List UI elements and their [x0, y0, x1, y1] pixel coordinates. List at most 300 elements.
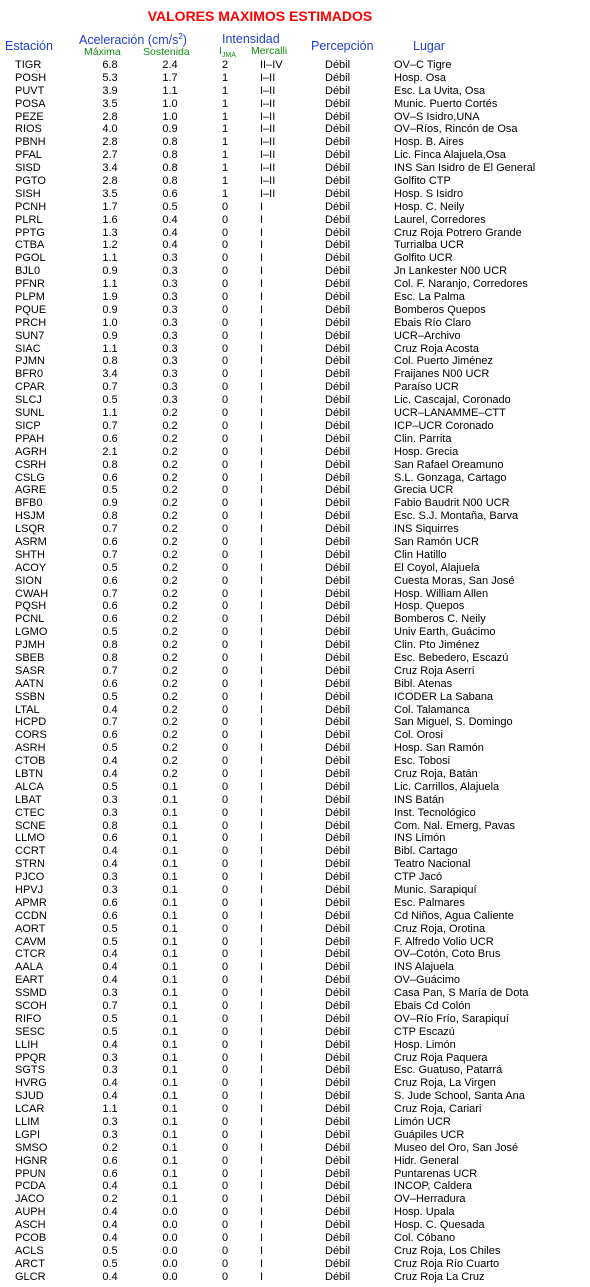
- sustained-acceleration: 0.9: [162, 123, 178, 136]
- max-acceleration: 2.8: [102, 110, 118, 123]
- sustained-acceleration: 0.2: [162, 755, 178, 768]
- max-acceleration: 0.6: [102, 613, 118, 626]
- perception: Débil: [325, 1064, 351, 1077]
- location: Golfito UCR: [394, 252, 453, 265]
- mercalli-intensity: I: [260, 1141, 264, 1154]
- jma-intensity: 0: [221, 1012, 229, 1025]
- jma-intensity: 0: [221, 677, 229, 690]
- mercalli-intensity: I: [260, 626, 264, 639]
- table-row: [0, 381, 590, 394]
- station-code: LBAT: [15, 793, 42, 806]
- max-acceleration: 0.4: [102, 948, 118, 961]
- jma-intensity: 1: [221, 149, 229, 162]
- location: Col. Puerto Jiménez: [394, 355, 494, 368]
- jma-intensity: 0: [221, 1128, 229, 1141]
- table-row: [0, 510, 590, 523]
- mercalli-intensity: I: [260, 1103, 264, 1116]
- max-acceleration: 1.1: [102, 407, 118, 420]
- sustained-acceleration: 0.1: [162, 948, 178, 961]
- header-ijma-i: I: [219, 45, 222, 57]
- sustained-acceleration: 0.4: [162, 213, 178, 226]
- sustained-acceleration: 0.2: [162, 548, 178, 561]
- jma-intensity: 0: [221, 548, 229, 561]
- table-row: [0, 1103, 590, 1116]
- max-acceleration: 2.8: [102, 136, 118, 149]
- table-row: [0, 420, 590, 433]
- jma-intensity: 0: [221, 1167, 229, 1180]
- table-row: [0, 807, 590, 820]
- station-code: PCNL: [15, 613, 45, 626]
- location: Com. Nal. Emerg, Pavas: [394, 819, 516, 832]
- location: Cruz Roja Paquera: [394, 1051, 488, 1064]
- mercalli-intensity: I: [260, 793, 264, 806]
- table-row: [0, 407, 590, 420]
- station-code: ARCT: [15, 1257, 45, 1270]
- sustained-acceleration: 0.2: [162, 600, 178, 613]
- table-row: [0, 1180, 590, 1193]
- location: Hidr. General: [394, 1154, 459, 1167]
- header-aceleracion: [79, 32, 187, 47]
- location: Esc. S.J. Montaña, Barva: [394, 510, 519, 523]
- jma-intensity: 0: [221, 484, 229, 497]
- mercalli-intensity: I: [260, 548, 264, 561]
- max-acceleration: 0.8: [102, 510, 118, 523]
- mercalli-intensity: I: [260, 484, 264, 497]
- table-row: [0, 472, 590, 485]
- location: F. Alfredo Volio UCR: [394, 935, 494, 948]
- max-acceleration: 2.7: [102, 149, 118, 162]
- sustained-acceleration: 0.2: [162, 626, 178, 639]
- mercalli-intensity: I: [260, 896, 264, 909]
- max-acceleration: 0.7: [102, 664, 118, 677]
- station-code: PBNH: [15, 136, 46, 149]
- max-acceleration: 1.6: [102, 213, 118, 226]
- jma-intensity: 0: [221, 419, 229, 432]
- table-row: [0, 1232, 590, 1245]
- station-code: LSQR: [15, 523, 45, 536]
- max-acceleration: 0.3: [102, 1051, 118, 1064]
- station-code: SSMD: [15, 987, 47, 1000]
- jma-intensity: 0: [221, 987, 229, 1000]
- jma-intensity: 1: [221, 187, 229, 200]
- max-acceleration: 0.5: [102, 1244, 118, 1257]
- perception: Débil: [325, 368, 351, 381]
- table-row: [0, 923, 590, 936]
- station-code: BJL0: [15, 265, 41, 278]
- perception: Débil: [325, 419, 351, 432]
- perception: Débil: [325, 1167, 351, 1180]
- mercalli-intensity: I: [260, 1180, 264, 1193]
- station-code: AUPH: [15, 1206, 46, 1219]
- table-row: [0, 394, 590, 407]
- max-acceleration: 0.5: [102, 935, 118, 948]
- max-acceleration: 0.4: [102, 858, 118, 871]
- max-acceleration: 3.9: [102, 84, 118, 97]
- jma-intensity: 0: [221, 368, 229, 381]
- max-acceleration: 0.3: [102, 1116, 118, 1129]
- jma-intensity: 0: [221, 664, 229, 677]
- jma-intensity: 0: [221, 316, 229, 329]
- sustained-acceleration: 0.2: [162, 651, 178, 664]
- table-row: [0, 227, 590, 240]
- mercalli-intensity: I: [260, 729, 264, 742]
- station-code: AGRE: [15, 484, 47, 497]
- perception: Débil: [325, 626, 351, 639]
- jma-intensity: 0: [221, 922, 229, 935]
- mercalli-intensity: I: [260, 1270, 264, 1283]
- sustained-acceleration: 0.3: [162, 329, 178, 342]
- location: Esc. Guatuso, Patarrá: [394, 1064, 503, 1077]
- max-acceleration: 0.9: [102, 265, 118, 278]
- mercalli-intensity: I: [260, 703, 264, 716]
- jma-intensity: 0: [221, 909, 229, 922]
- station-code: SMSO: [15, 1141, 48, 1154]
- location: INS Batán: [394, 793, 445, 806]
- perception: Débil: [325, 1193, 351, 1206]
- sustained-acceleration: 0.1: [162, 819, 178, 832]
- sustained-acceleration: 0.3: [162, 381, 178, 394]
- sustained-acceleration: 0.0: [162, 1206, 178, 1219]
- page-title: VALORES MAXIMOS ESTIMADOS: [147, 8, 373, 24]
- table-row: [0, 845, 590, 858]
- table-row: [0, 239, 590, 252]
- location: Cruz Roja, Los Chiles: [394, 1244, 501, 1257]
- station-code: CCRT: [15, 845, 46, 858]
- mercalli-intensity: I–II: [260, 175, 276, 188]
- mercalli-intensity: I–II: [260, 149, 276, 162]
- table-row: [0, 1090, 590, 1103]
- table-row: [0, 278, 590, 291]
- location: Bibl. Atenas: [394, 677, 453, 690]
- perception: Débil: [325, 407, 351, 420]
- table-row: [0, 755, 590, 768]
- max-acceleration: 0.7: [102, 1000, 118, 1013]
- station-code: LGPI: [15, 1128, 41, 1141]
- perception: Débil: [325, 1103, 351, 1116]
- table-row: [0, 252, 590, 265]
- sustained-acceleration: 0.1: [162, 1193, 178, 1206]
- station-code: POSA: [15, 97, 46, 110]
- mercalli-intensity: I: [260, 381, 264, 394]
- table-row: [0, 600, 590, 613]
- perception: Débil: [325, 123, 351, 136]
- location: Col. Orosi: [394, 729, 443, 742]
- sustained-acceleration: 0.1: [162, 1141, 178, 1154]
- station-code: HVRG: [15, 1077, 47, 1090]
- mercalli-intensity: I: [260, 1167, 264, 1180]
- max-acceleration: 0.4: [102, 1077, 118, 1090]
- mercalli-intensity: I: [260, 497, 264, 510]
- sustained-acceleration: 0.8: [162, 162, 178, 175]
- mercalli-intensity: I–II: [260, 71, 276, 84]
- station-code: SION: [15, 574, 42, 587]
- perception: Débil: [325, 1025, 351, 1038]
- sustained-acceleration: 0.3: [162, 291, 178, 304]
- max-acceleration: 0.5: [102, 742, 118, 755]
- jma-intensity: 1: [221, 175, 229, 188]
- sustained-acceleration: 0.2: [162, 535, 178, 548]
- jma-intensity: 0: [221, 200, 229, 213]
- station-code: PPUN: [15, 1167, 46, 1180]
- table-row: [0, 446, 590, 459]
- mercalli-intensity: I: [260, 1244, 264, 1257]
- station-code: PCNH: [15, 200, 47, 213]
- perception: Débil: [325, 149, 351, 162]
- perception: Débil: [325, 252, 351, 265]
- station-code: ASRH: [15, 742, 46, 755]
- perception: Débil: [325, 651, 351, 664]
- max-acceleration: 3.5: [102, 187, 118, 200]
- perception: Débil: [325, 1180, 351, 1193]
- station-table: [0, 59, 590, 1284]
- station-code: PLPM: [15, 291, 45, 304]
- table-row: [0, 820, 590, 833]
- perception: Débil: [325, 639, 351, 652]
- location: Hosp. San Ramón: [394, 742, 484, 755]
- station-code: HPVJ: [15, 884, 44, 896]
- table-row: [0, 330, 590, 343]
- perception: Débil: [325, 1128, 351, 1141]
- mercalli-intensity: I–II: [260, 97, 276, 110]
- sustained-acceleration: 0.8: [162, 149, 178, 162]
- max-acceleration: 4.0: [102, 123, 118, 136]
- location: INS Limón: [394, 832, 446, 845]
- location: San Ramón UCR: [394, 535, 479, 548]
- location: Bibl. Cartago: [394, 845, 458, 858]
- perception: Débil: [325, 664, 351, 677]
- location: Cruz Roja, Batán: [394, 767, 478, 780]
- table-row: [0, 871, 590, 884]
- jma-intensity: 0: [221, 742, 229, 755]
- location: Hosp. Grecia: [394, 445, 459, 458]
- table-row: [0, 175, 590, 188]
- location: Esc. La Uvita, Osa: [394, 84, 486, 97]
- station-code: HSJM: [15, 510, 45, 523]
- max-acceleration: 0.6: [102, 600, 118, 613]
- station-code: PCOB: [15, 1232, 47, 1245]
- sustained-acceleration: 0.1: [162, 1167, 178, 1180]
- perception: Débil: [325, 716, 351, 729]
- location: Ebais Cd Colón: [394, 1000, 471, 1013]
- max-acceleration: 0.5: [102, 626, 118, 639]
- max-acceleration: 0.6: [102, 909, 118, 922]
- jma-intensity: 0: [221, 832, 229, 845]
- header-ijma: [219, 45, 236, 59]
- perception: Débil: [325, 587, 351, 600]
- header-lugar: Lugar: [413, 39, 445, 53]
- station-code: PJMN: [15, 355, 45, 368]
- mercalli-intensity: I–II: [260, 162, 276, 175]
- table-row: [0, 1155, 590, 1168]
- max-acceleration: 0.9: [102, 497, 118, 510]
- mercalli-intensity: I: [260, 458, 264, 471]
- station-code: SCNE: [15, 819, 46, 832]
- perception: Débil: [325, 832, 351, 845]
- jma-intensity: 0: [221, 626, 229, 639]
- max-acceleration: 0.4: [102, 1038, 118, 1051]
- jma-intensity: 0: [221, 961, 229, 974]
- station-code: APMR: [15, 896, 47, 909]
- mercalli-intensity: I: [260, 278, 264, 291]
- sustained-acceleration: 0.1: [162, 884, 178, 896]
- max-acceleration: 0.8: [102, 819, 118, 832]
- station-code: CTCR: [15, 948, 46, 961]
- max-acceleration: 3.4: [102, 368, 118, 381]
- perception: Débil: [325, 329, 351, 342]
- jma-intensity: 0: [221, 1257, 229, 1270]
- perception: Débil: [325, 278, 351, 291]
- sustained-acceleration: 0.8: [162, 175, 178, 188]
- max-acceleration: 0.2: [102, 1193, 118, 1206]
- location: Hosp. S Isidro: [394, 187, 464, 200]
- sustained-acceleration: 0.0: [162, 1219, 178, 1232]
- station-code: SISH: [15, 187, 41, 200]
- location: Hosp. Limón: [394, 1038, 456, 1051]
- table-row: [0, 1258, 590, 1271]
- jma-intensity: 2: [221, 59, 229, 71]
- perception: Débil: [325, 1051, 351, 1064]
- location: Clin. Parrita: [394, 432, 452, 445]
- location: El Coyol, Alajuela: [394, 561, 480, 574]
- sustained-acceleration: 2.4: [162, 59, 178, 71]
- mercalli-intensity: I: [260, 1038, 264, 1051]
- station-code: PJCO: [15, 871, 45, 884]
- mercalli-intensity: I: [260, 303, 264, 316]
- jma-intensity: 0: [221, 291, 229, 304]
- table-row: [0, 1026, 590, 1039]
- sustained-acceleration: 0.2: [162, 587, 178, 600]
- station-code: RIOS: [15, 123, 42, 136]
- station-code: AORT: [15, 922, 46, 935]
- mercalli-intensity: I: [260, 445, 264, 458]
- jma-intensity: 0: [221, 755, 229, 768]
- mercalli-intensity: I: [260, 510, 264, 523]
- sustained-acceleration: 0.1: [162, 1064, 178, 1077]
- table-row: [0, 291, 590, 304]
- perception: Débil: [325, 1154, 351, 1167]
- mercalli-intensity: I: [260, 1025, 264, 1038]
- perception: Débil: [325, 871, 351, 884]
- location: UCR–LANAMME–CTT: [394, 407, 506, 420]
- table-row: [0, 1142, 590, 1155]
- perception: Débil: [325, 858, 351, 871]
- jma-intensity: 1: [221, 71, 229, 84]
- mercalli-intensity: I: [260, 832, 264, 845]
- location: Puntarenas UCR: [394, 1167, 478, 1180]
- station-code: PPQR: [15, 1051, 47, 1064]
- location: Hosp. Osa: [394, 71, 446, 84]
- mercalli-intensity: I: [260, 1012, 264, 1025]
- jma-intensity: 0: [221, 729, 229, 742]
- perception: Débil: [325, 59, 351, 71]
- perception: Débil: [325, 200, 351, 213]
- mercalli-intensity: I: [260, 858, 264, 871]
- jma-intensity: 0: [221, 1051, 229, 1064]
- location: Col. Cóbano: [394, 1232, 456, 1245]
- perception: Débil: [325, 381, 351, 394]
- max-acceleration: 0.7: [102, 523, 118, 536]
- sustained-acceleration: 0.1: [162, 871, 178, 884]
- mercalli-intensity: I: [260, 819, 264, 832]
- sustained-acceleration: 0.2: [162, 664, 178, 677]
- mercalli-intensity: I: [260, 677, 264, 690]
- max-acceleration: 0.4: [102, 961, 118, 974]
- perception: Débil: [325, 445, 351, 458]
- max-acceleration: 0.9: [102, 303, 118, 316]
- sustained-acceleration: 0.8: [162, 136, 178, 149]
- location: ICP–UCR Coronado: [394, 419, 494, 432]
- sustained-acceleration: 0.1: [162, 1077, 178, 1090]
- max-acceleration: 5.3: [102, 71, 118, 84]
- jma-intensity: 0: [221, 871, 229, 884]
- location: OV–Cotón, Coto Brus: [394, 948, 501, 961]
- location: Turrialba UCR: [394, 239, 464, 252]
- mercalli-intensity: I: [260, 922, 264, 935]
- mercalli-intensity: I: [260, 523, 264, 536]
- perception: Débil: [325, 523, 351, 536]
- perception: Débil: [325, 806, 351, 819]
- jma-intensity: 0: [221, 1206, 229, 1219]
- mercalli-intensity: I: [260, 742, 264, 755]
- table-row: [0, 588, 590, 601]
- station-code: CCDN: [15, 909, 47, 922]
- mercalli-intensity: I: [260, 690, 264, 703]
- max-acceleration: 0.6: [102, 471, 118, 484]
- max-acceleration: 0.3: [102, 1064, 118, 1077]
- perception: Débil: [325, 561, 351, 574]
- perception: Débil: [325, 845, 351, 858]
- location: Museo del Oro, San José: [394, 1141, 519, 1154]
- sustained-acceleration: 0.4: [162, 226, 178, 239]
- station-code: LBTN: [15, 767, 44, 780]
- jma-intensity: 0: [221, 342, 229, 355]
- sustained-acceleration: 0.1: [162, 1128, 178, 1141]
- jma-intensity: 0: [221, 1064, 229, 1077]
- station-code: LLIH: [15, 1038, 39, 1051]
- perception: Débil: [325, 136, 351, 149]
- station-code: CTOB: [15, 755, 46, 768]
- sustained-acceleration: 0.1: [162, 845, 178, 858]
- mercalli-intensity: I: [260, 767, 264, 780]
- station-code: CORS: [15, 729, 47, 742]
- max-acceleration: 3.4: [102, 162, 118, 175]
- table-row: [0, 214, 590, 227]
- max-acceleration: 0.5: [102, 1257, 118, 1270]
- sustained-acceleration: 0.1: [162, 1116, 178, 1129]
- mercalli-intensity: I: [260, 1193, 264, 1206]
- perception: Débil: [325, 316, 351, 329]
- station-code: SUNL: [15, 407, 45, 420]
- jma-intensity: 0: [221, 896, 229, 909]
- station-code: PUVT: [15, 84, 45, 97]
- location: Laurel, Corredores: [394, 213, 486, 226]
- location: Cruz Roja, Orotina: [394, 922, 486, 935]
- table-row: [0, 123, 590, 136]
- sustained-acceleration: 0.1: [162, 858, 178, 871]
- max-acceleration: 0.4: [102, 974, 118, 987]
- header-aceleracion-text: Aceleración (cm/s: [79, 33, 179, 48]
- jma-intensity: 0: [221, 381, 229, 394]
- max-acceleration: 0.6: [102, 574, 118, 587]
- mercalli-intensity: I: [260, 1128, 264, 1141]
- jma-intensity: 0: [221, 239, 229, 252]
- table-row: [0, 987, 590, 1000]
- max-acceleration: 0.4: [102, 1232, 118, 1245]
- location: S.L. Gonzaga, Cartago: [394, 471, 507, 484]
- jma-intensity: 0: [221, 1077, 229, 1090]
- jma-intensity: 0: [221, 639, 229, 652]
- location: OV–Herradura: [394, 1193, 466, 1206]
